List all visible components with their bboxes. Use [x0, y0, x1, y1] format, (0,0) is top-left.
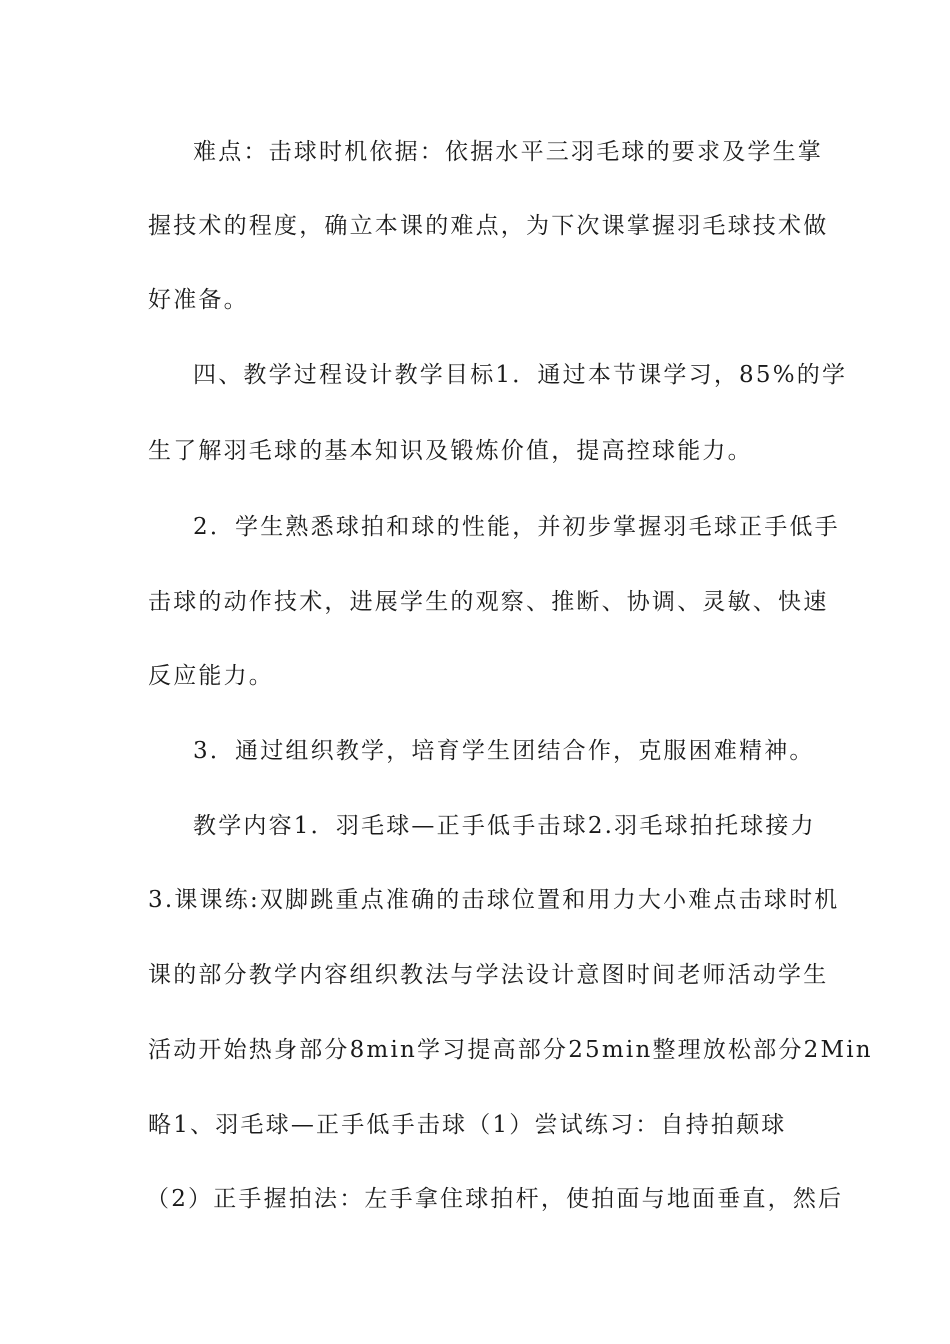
paragraph-line: 四、教学过程设计教学目标1．通过本节课学习，85%的学: [193, 362, 848, 388]
paragraph-line: 课的部分教学内容组织教法与学法设计意图时间老师活动学生: [148, 962, 829, 988]
paragraph-line: 握技术的程度，确立本课的难点，为下次课掌握羽毛球技术做: [148, 213, 829, 239]
paragraph-line: 3．通过组织教学，培育学生团结合作，克服困难精神。: [193, 738, 815, 764]
paragraph-line: 生了解羽毛球的基本知识及锻炼价值，提高控球能力。: [148, 438, 753, 464]
paragraph-line: 教学内容1．羽毛球—正手低手击球2.羽毛球拍托球接力: [193, 813, 816, 839]
paragraph-line: 击球的动作技术，进展学生的观察、推断、协调、灵敏、快速: [148, 589, 829, 615]
paragraph-line: 略1、羽毛球—正手低手击球（1）尝试练习：自持拍颠球: [148, 1112, 787, 1138]
paragraph-line: 反应能力。: [148, 663, 274, 689]
paragraph-line: 2．学生熟悉球拍和球的性能，并初步掌握羽毛球正手低手: [193, 514, 840, 540]
paragraph-line: 难点：击球时机依据：依据水平三羽毛球的要求及学生掌: [193, 139, 823, 165]
paragraph-line: （2）正手握拍法：左手拿住球拍杆，使拍面与地面垂直，然后: [146, 1186, 844, 1212]
paragraph-line: 活动开始热身部分8min学习提高部分25min整理放松部分2Min: [148, 1037, 873, 1063]
paragraph-line: 好准备。: [148, 287, 249, 313]
paragraph-line: 3.课课练:双脚跳重点准确的击球位置和用力大小难点击球时机: [148, 887, 840, 913]
